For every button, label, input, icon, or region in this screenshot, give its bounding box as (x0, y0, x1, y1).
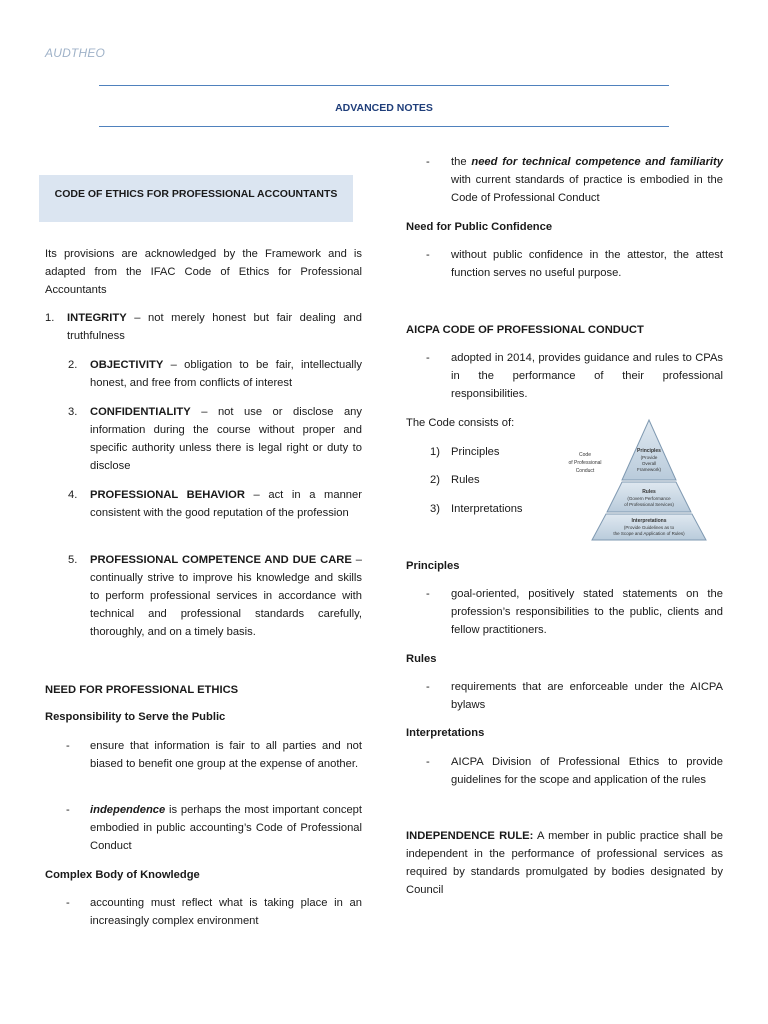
confidence-item (426, 246, 723, 282)
bullet-emphasis: independence (90, 804, 166, 816)
aicpa-item (426, 349, 723, 403)
header-brand: AUDTHEO (45, 46, 106, 60)
pyramid-bottom-text: (Provide Guidelines as to (623, 525, 675, 530)
principle-1 (45, 309, 362, 345)
bullet-text: without public confidence in the attestor, the attest function serves no useful purpose. (451, 249, 723, 279)
principle-number: 3. (68, 406, 78, 418)
principle-term: CONFIDENTIALITY (90, 406, 191, 418)
pyramid-mid-text: of Professional Services) (624, 502, 674, 507)
pyramid-top-text: Overall (641, 461, 657, 466)
principle-text: – not merely honest but fair dealing and truthfulness (67, 312, 362, 342)
need-heading: NEED FOR PROFESSIONAL ETHICS (45, 684, 239, 696)
bullet-text: AICPA Division of Professional Ethics to provide guidelines for the scope and application of the rules (451, 756, 723, 786)
list-text: Interpretations (451, 503, 523, 515)
bullet-dash: - (426, 352, 430, 364)
responsibility-item (66, 737, 362, 773)
principle-term: PROFESSIONAL BEHAVIOR (90, 489, 245, 501)
bullet-dash: - (426, 681, 430, 693)
pyramid-bottom-text: Interpretations (631, 518, 667, 524)
aicpa-heading: AICPA CODE OF PROFESSIONAL CONDUCT (406, 324, 644, 336)
pyramid-mid-text: (Govern Performance (627, 496, 671, 501)
independence-term: INDEPENDENCE RULE: (406, 830, 534, 842)
bullet-dash: - (426, 756, 430, 768)
principle-text: – obligation to be fair, intellectually honest, and free from conflicts of interest (90, 359, 362, 389)
consists-intro: The Code consists of: (406, 417, 515, 429)
rules-item (426, 678, 723, 714)
list-number: 3) (430, 503, 440, 515)
bullet-text: accounting must reflect what is taking place in an increasingly complex environment (90, 897, 362, 927)
bullet-emphasis: need for technical competence and familiarity (471, 156, 723, 168)
principle-number: 1. (45, 312, 55, 324)
principle-number: 5. (68, 554, 78, 566)
list-text: Rules (451, 474, 480, 486)
principle-number: 4. (68, 489, 78, 501)
principles-item (426, 585, 723, 639)
rules-heading: Rules (406, 653, 437, 665)
responsibility-heading: Responsibility to Serve the Public (45, 711, 226, 723)
bullet-dash: - (426, 249, 430, 261)
interpretations-item (426, 753, 723, 789)
code-pyramid-diagram (548, 412, 730, 544)
consists-item (430, 500, 523, 518)
header-rule-bottom (99, 126, 669, 127)
bullet-text: with current standards of practice is embodied in the Code of Professional Conduct (451, 174, 723, 204)
confidence-heading: Need for Public Confidence (406, 221, 553, 233)
principle-5 (68, 551, 362, 641)
consists-item (430, 471, 480, 489)
principle-3 (68, 403, 362, 475)
section-box-title: CODE OF ETHICS FOR PROFESSIONAL ACCOUNTANTS (54, 188, 338, 200)
bullet-text: ensure that information is fair to all parties and not biased to benefit one group at the expense of another. (90, 740, 362, 770)
responsibility-item (66, 801, 362, 855)
principle-text: – continually strive to improve his knowledge and skills to perform professional services in accordance with technical and professional standards carefully, thoroughly, and on a timely basis. (90, 554, 362, 638)
principle-4 (68, 486, 362, 522)
list-number: 1) (430, 446, 440, 458)
consists-item (430, 443, 500, 461)
bullet-text-pre: the (451, 156, 472, 168)
pyramid-side-label: Conduct (575, 468, 595, 474)
principle-2 (68, 356, 362, 392)
page-title: ADVANCED NOTES (335, 102, 433, 114)
bullet-text: goal-oriented, positively stated statements on the profession’s responsibilities to the public, clients and fellow practitioners. (451, 588, 723, 636)
bullet-dash: - (66, 897, 70, 909)
independence-text: A member in public practice shall be independent in the performance of professional services as required by standards promulgated by bodies designated by Council (406, 830, 724, 896)
principle-text: – not use or disclose any information during the course without proper and specific authority unless there is legal right or duty to disclose (90, 406, 362, 472)
header-rule-top (99, 85, 669, 86)
pyramid-side-label: of Professional (568, 460, 602, 466)
principle-number: 2. (68, 359, 78, 371)
bullet-dash: - (426, 156, 430, 168)
pyramid-top-text: Framework) (636, 467, 662, 472)
principle-term: OBJECTIVITY (90, 359, 164, 371)
complex-heading: Complex Body of Knowledge (45, 869, 200, 881)
bullet-text: requirements that are enforceable under the AICPA bylaws (451, 681, 723, 711)
principle-term: PROFESSIONAL COMPETENCE AND DUE CARE (90, 554, 352, 566)
bullet-dash: - (426, 588, 430, 600)
principles-heading: Principles (406, 560, 460, 572)
complex-item (66, 894, 362, 930)
independence-rule (406, 827, 723, 899)
principle-text: – act in a manner consistent with the good reputation of the profession (90, 489, 362, 519)
competence-item (426, 153, 723, 207)
bullet-dash: - (66, 740, 70, 752)
principle-term: INTEGRITY (67, 312, 127, 324)
interpretations-heading: Interpretations (406, 727, 485, 739)
pyramid-top-text: (Provide (640, 455, 658, 460)
list-number: 2) (430, 474, 440, 486)
bullet-text: adopted in 2014, provides guidance and rules to CPAs in the performance of their professional responsibilities. (451, 352, 723, 400)
pyramid-bottom-text: the Scope and Application of Rules) (613, 531, 685, 536)
pyramid-side-label: Code (579, 452, 591, 458)
list-text: Principles (451, 446, 500, 458)
bullet-dash: - (66, 804, 70, 816)
bullet-text: is perhaps the most important concept embodied in public accounting’s Code of Professional Conduct (90, 804, 362, 852)
intro-paragraph: Its provisions are acknowledged by the Framework and is adapted from the IFAC Code of Ethics for Professional Accountants (45, 248, 362, 296)
pyramid-top-text: Principles (637, 448, 661, 454)
pyramid-mid-text: Rules (642, 489, 656, 495)
